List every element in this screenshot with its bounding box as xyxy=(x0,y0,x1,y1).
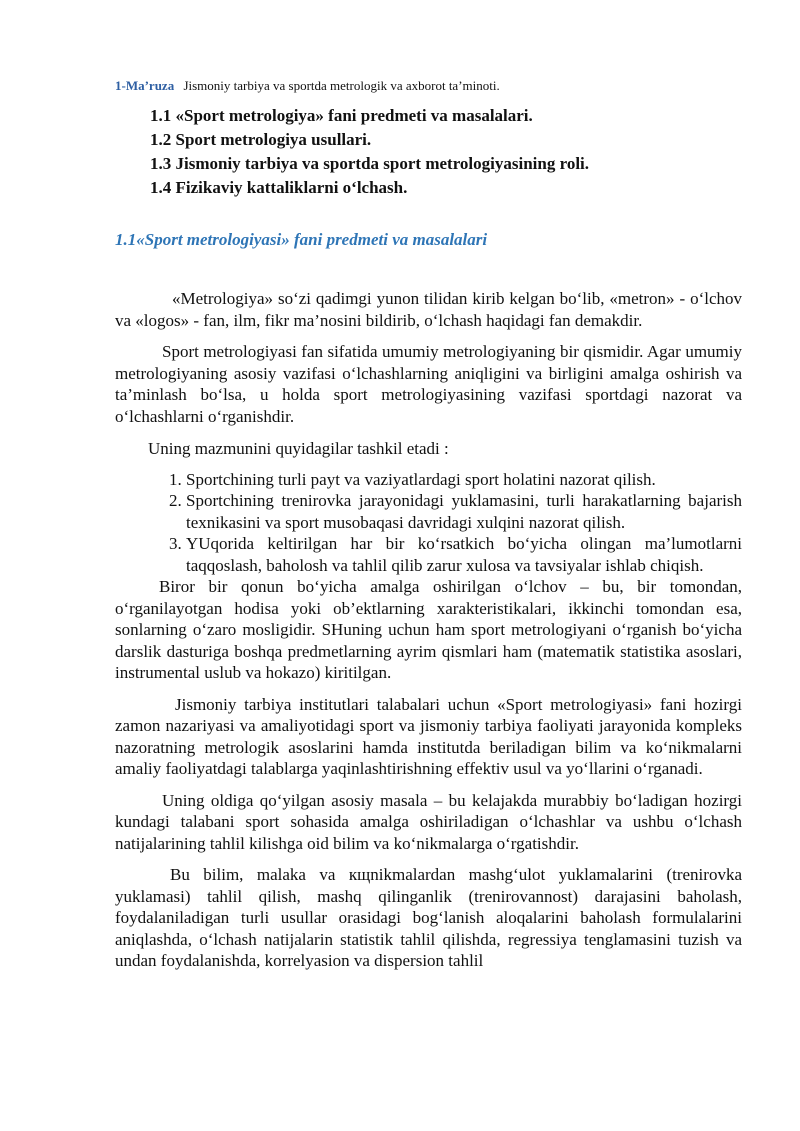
paragraph: Bu bilim, malaka va кщnikmalardan mashg‘ulot yuklamalarini (trenirovka yuklamasi) tahlil qilish, mashq qilinganlik (trenirovannost) darajasini baholash, foydalaniladigan turli usullar orasidagi bog‘lanish aloqalarini baholash formulalarini aniqlashda, o‘lchash natijalarin statistik tahlil qilishda, regressiya tenglamasini tuzish va undan foydalanishda, korrelyasion va dispersion tahlil xyxy=(115,865,742,970)
lecture-header xyxy=(115,78,500,94)
paragraph: Uning mazmunini quyidagilar tashkil etadi : xyxy=(148,439,449,458)
paragraph: Jismoniy tarbiya institutlari talabalari uchun «Sport metrologiyasi» fani hozirgi zamon nazariyasi va amaliyotidagi sport va jismoniy tarbiya faoliyati jarayonida kompleks nazoratning metrologik asoslarini hamda institutda beriladigan bilim va ko‘nikmalarni amaliy faoliyatdagi talablarga yaqinlashtirishning effektiv usul va yo‘llarini o‘rganadi. xyxy=(115,694,742,778)
list-item: 3. YUqorida keltirilgan har bir ko‘rsatkich bo‘yicha olingan ma’lumotlarni taqqoslash, baholosh va tahlil qilib zarur xulosa va tavsiyalar ishlab chiqish. xyxy=(186,533,742,576)
toc-item: 1.3 Jismoniy tarbiya va sportda sport metrologiyasining roli. xyxy=(150,154,590,173)
paragraph: Biror bir qonun bo‘yicha amalga oshirilgan o‘lchov – bu, bir tomondan, o‘rganilayotgan hodisa yoki ob’ektlarning xarakteristikalari, ikkinchi tomondan esa, sonlarning o‘zaro mosligidir. SHuning uchun ham sport metrologiyani o‘rganish bo‘yicha darslik dasturiga boshqa predmetlarning ayrim qismlari ham (matematik statistika asoslari, instrumental uslub va hokazo) kiritilgan. xyxy=(115,577,742,682)
paragraph: Sport metrologiyasi fan sifatida umumiy metrologiyaning bir qismidir. Agar umumiy metrologiyaning asosiy vazifasi o‘lchashlarning aniqligini va birligini amalga oshirish va ta’minlash bo‘lsa, u holda sport metrologiyasining vazifasi sportdagi nazorat va o‘lchashlarni o‘rganishdir. xyxy=(115,342,742,426)
body-text xyxy=(115,288,742,972)
list-item: 1. Sportchining turli payt va vaziyatlardagi sport holatini nazorat qilish. xyxy=(186,469,742,491)
numbered-list xyxy=(115,469,742,577)
table-of-contents xyxy=(150,104,589,200)
lecture-title: Jismoniy tarbiya va sportda metrologik va axborot ta’minoti. xyxy=(183,78,500,93)
list-item: 2. Sportchining trenirovka jarayonidagi yuklamasini, turli harakatlarning bajarish texnikasini va sport musobaqasi davridagi xulqini nazorat qilish. xyxy=(186,490,742,533)
toc-item: 1.2 Sport metrologiya usullari. xyxy=(150,130,372,149)
paragraph: Uning oldiga qo‘yilgan asosiy masala – bu kelajakda murabbiy bo‘ladigan hozirgi kundagi talabani sport sohasida amalga oshiriladigan o‘lchashlar va ushbu o‘lchash natijalarining tahlil kilishga oid bilim va ko‘nikmalarga o‘rgatishdir. xyxy=(115,790,742,853)
section-heading: 1.1«Sport metrologiyasi» fani predmeti va masalalari xyxy=(115,230,488,249)
lecture-number: 1-Ma’ruza xyxy=(115,78,175,93)
toc-item: 1.1 «Sport metrologiya» fani predmeti va masalalari. xyxy=(150,106,533,125)
paragraph: «Metrologiya» so‘zi qadimgi yunon tilidan kirib kelgan bo‘lib, «metron» - o‘lchov va «logos» - fan, ilm, fikr ma’nosini bildirib, o‘lchash haqidagi fan demakdir. xyxy=(115,289,742,330)
toc-item: 1.4 Fizikaviy kattaliklarni o‘lchash. xyxy=(150,178,408,197)
